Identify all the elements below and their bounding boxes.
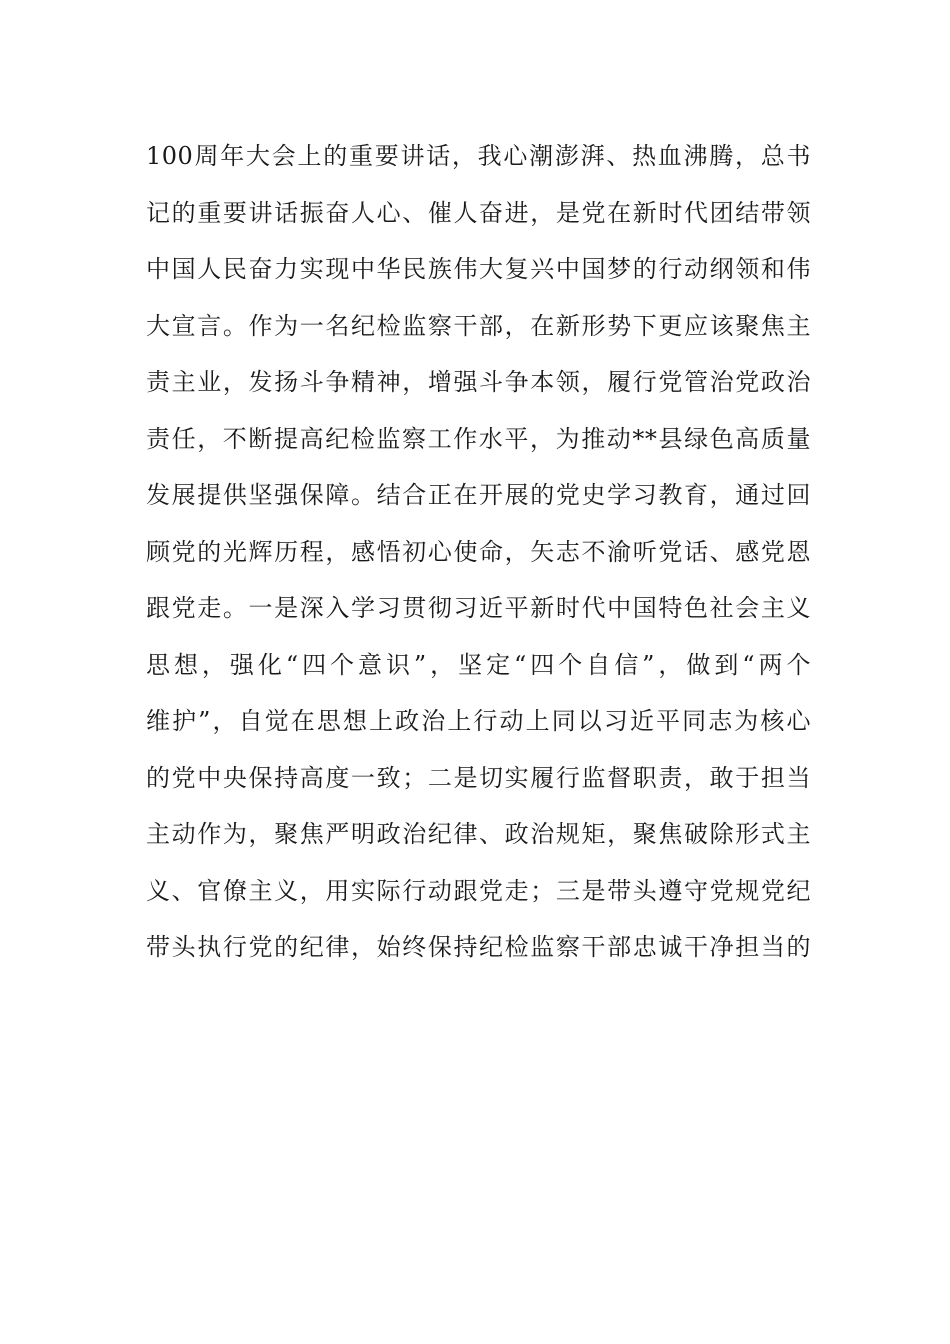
text-line-13: 主动作为，聚焦严明政治纪律、政治规矩，聚焦破除形式主: [146, 820, 811, 848]
text-line-6: 责任，不断提高纪检监察工作水平，为推动**县绿色高质量: [146, 424, 811, 453]
text-line-10: 思想，强化“四个意识”，坚定“四个自信”，做到“两个: [146, 650, 811, 679]
text-line-5: 责主业，发扬斗争精神，增强斗争本领，履行党管治党政治: [146, 368, 811, 396]
text-line-4: 大宣言。作为一名纪检监察干部，在新形势下更应该聚焦主: [146, 311, 811, 340]
text-line-2: 记的重要讲话振奋人心、催人奋进，是党在新时代团结带领: [146, 198, 811, 227]
body-text: [146, 128, 811, 976]
text-line-9: 跟党走。一是深入学习贯彻习近平新时代中国特色社会主义: [146, 594, 811, 622]
text-line-11: 维护”，自觉在思想上政治上行动上同以习近平同志为核心: [146, 707, 811, 735]
text-line-3: 中国人民奋力实现中华民族伟大复兴中国梦的行动纲领和伟: [146, 255, 811, 283]
text-line-15: 带头执行党的纪律，始终保持纪检监察干部忠诚干净担当的: [146, 933, 811, 961]
text-line-7: 发展提供坚强保障。结合正在开展的党史学习教育，通过回: [146, 481, 811, 509]
text-line-14: 义、官僚主义，用实际行动跟党走；三是带头遵守党规党纪: [146, 876, 811, 905]
text-line-12: 的党中央保持高度一致；二是切实履行监督职责，敢于担当: [146, 763, 811, 792]
text-line-8: 顾党的光辉历程，感悟初心使命，矢志不渝听党话、感党恩: [146, 537, 811, 566]
text-line-1: 100周年大会上的重要讲话，我心潮澎湃、热血沸腾，总书: [146, 142, 811, 170]
